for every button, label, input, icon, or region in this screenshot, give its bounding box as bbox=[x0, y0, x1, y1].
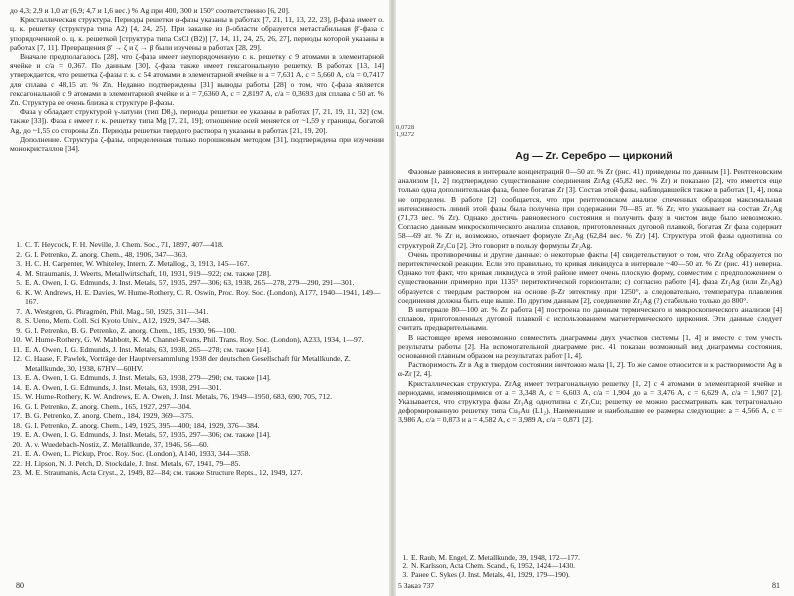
reference-number: 17. bbox=[12, 411, 22, 420]
reference-item bbox=[8, 335, 386, 345]
page-number-right: 81 bbox=[772, 581, 780, 590]
reference-number: 6. bbox=[16, 287, 22, 297]
reference-text: W. Hume-Rothery, K. W. Andrews, E. A. Owen, J. Inst. Metals, 76, 1949—1950, 683, 690, 705, 712. bbox=[25, 392, 332, 401]
reference-text: G. I. Petrenko, Z. anorg. Chem., 149, 1925, 395—400; 184, 1929, 376—384. bbox=[25, 420, 260, 430]
reference-item bbox=[8, 468, 386, 478]
reference-item bbox=[8, 402, 386, 412]
section-title: Ag — Zr. Серебро — цирконий bbox=[515, 150, 673, 162]
reference-text: E. A. Owen, I. G. Edmunds, J. Inst. Metals, 63, 1938, 291—301. bbox=[25, 382, 222, 392]
page-number-left: 80 bbox=[16, 581, 24, 590]
reference-text: K. W. Andrews, H. E. Davies, W. Hume-Rothery, C. R. Oswin, Proc. Roy. Soc. (London), A177, 1940—1941, 149—167. bbox=[25, 287, 381, 306]
paragraph: Фазовые равновесия в интервале концентраций 0—50 ат. % Zr (рис. 41) приведены по данным [1]. Рентгеновским анализом [1, 2] подтверждено существование соединения ZrAg (45,82 вес. % Zr) и показано [2], что имеется еще только одна дополнительная фаза, более богатая Zr [3]. Состав этой фазы, наблюдавшейся также в работах [1, 4], пока не определен. В работе [2] сообщается, что при рентгеновском анализе спеченных образцов максимальная интенсивность линий этой фазы была получена при содержании 70—85 ат. % Zr, что указывает на состав Zr₃Ag (71,73 вес. % Zr). Однако достичь равновесного состояния и получить фазу в чистом виде было невозможно. Согласно данным микроскопического анализа сплавов, приготовленных дуговой плавкой, богатая Zr фаза содержит 58—69 ат. % Zr и, возможно, отвечает формуле Zr₂Ag (62,84 вес. % Zr) [4]. Структура этой фазы однотипна со структурой Zr₂Cu [2]. Это говорит в пользу формулы Zr₂Ag. bbox=[398, 167, 782, 250]
reference-number: 11. bbox=[12, 344, 22, 354]
reference-item bbox=[8, 240, 386, 250]
paragraph: Дополнение. Структура ζ-фазы, определенная только порошковым методом [31], подтверждена при изучении монокристаллов [34]. bbox=[10, 134, 384, 154]
reference-item bbox=[8, 278, 386, 288]
reference-text: B. G. Petrenko, Z. anorg. Chem., 184, 1929, 369—375. bbox=[25, 411, 194, 420]
reference-number: 19. bbox=[12, 430, 22, 439]
reference-item bbox=[8, 411, 386, 421]
reference-text: G. I. Petrenko, B. G. Petrenko, Z. anorg. Chem., 185, 1930, 96—100. bbox=[25, 325, 237, 335]
reference-text: C. T. Heycock, F. H. Neville, J. Chem. Soc., 71, 1897, 407—418. bbox=[25, 240, 224, 249]
reference-number: 7. bbox=[16, 306, 22, 316]
reference-item bbox=[8, 392, 386, 402]
reference-text: Ранее C. Sykes (J. Inst. Metals, 41, 1929, 179—190). bbox=[411, 569, 570, 579]
paragraph: Фаза γ обладает структурой γ-латуни (тип D8₂), периоды решетки ее указаны в работах [7, 21, 19, 11, 32] (см. также [33]). Фаза ε имеет г. к. решетку типа Mg [7, 21, 19]; отношение осей меняется от ~1,59 у границы, богатой Ag, до ~1,55 со стороны Zn. Периоды решетки твердого раствора η указаны в работах [21, 19, 20]. bbox=[10, 107, 384, 135]
reference-text: G. I. Petrenko, Z. anorg. Chem., 165, 1927, 297—304. bbox=[25, 401, 192, 411]
reference-item bbox=[8, 449, 386, 459]
paragraph: Растворимость Zr в Ag в твердом состоянии ничтожно мала [1, 2]. То же самое относится и к растворимости Ag в α-Zr [2, 4]. bbox=[398, 360, 782, 379]
reference-text: M. Straumanis, J. Weerts, Metallwirtschaft, 10, 1931, 919—922; см. также [28]. bbox=[25, 268, 271, 278]
reference-number: 4. bbox=[16, 268, 22, 278]
reference-number: 21. bbox=[12, 449, 22, 458]
reference-text: H. Lipson, N. J. Petch, D. Stockdale, J. Inst. Metals, 67, 1941, 79—85. bbox=[25, 458, 241, 468]
reference-number: 3. bbox=[16, 259, 22, 268]
reference-number: 1. bbox=[16, 240, 22, 249]
reference-number: 18. bbox=[12, 420, 22, 430]
reference-number: 5. bbox=[16, 278, 22, 287]
reference-item bbox=[8, 430, 386, 440]
reference-item bbox=[8, 326, 386, 336]
margin-note-line: 0,0728 bbox=[396, 124, 415, 131]
reference-item bbox=[8, 307, 386, 317]
reference-item bbox=[8, 288, 386, 307]
footer-note: 5 Заказ 737 bbox=[398, 581, 435, 590]
reference-text: E. A. Owen, I. G. Edmunds, J. Inst. Metals, 57, 1935, 297—306; см. также [14]. bbox=[25, 430, 271, 439]
reference-item bbox=[8, 440, 386, 450]
paragraph: В настоящее время невозможно совместить диаграммы двух участков системы [1, 4] и вместе с тем учесть результаты работы [2]. На вспомогательной диаграмме рис. 41 показан возможный вид диаграммы состояния, основанной главным образом на результатах работ [1, 4]. bbox=[398, 332, 782, 361]
left-page bbox=[0, 0, 392, 596]
paragraph: Кристаллическая структура. ZrAg имеет тетрагональную решетку [1, 2] с 4 атомами в элементарной ячейке и периодами, изменяющимися от a = 3,348 A, c = 6,603 A, c/a = 1,904 до a = 3,476 A, c = 6,629 A, c/a = 1,907 [2]. Указывается, что структура фазы Zr₃Ag однотипна с Zr₃Cu; решетку ее можно рассматривать как тетрагонально деформированную решетку типа Cu₃Au (L1₂). Наименьшие и наибольшие ее размеры следующие: a = 4,566 A, c = 3,986 A, c/a = 0,873 и a = 4,582 A, c = 3,989 A, c/a = 0,871 [2]. bbox=[398, 378, 782, 425]
reference-text: W. Hume-Rothery, G. W. Mabbott, K. M. Channel-Evans, Phil. Trans. Roy. Soc. (London), A233, 1934, 1—97. bbox=[25, 335, 364, 344]
reference-item bbox=[8, 373, 386, 383]
reference-text: M. E. Straumanis, Acta Cryst., 2, 1949, 82—84; см. также Structure Repts., 12, 1949, 127. bbox=[25, 468, 303, 477]
reference-text: S. Ueno, Mem. Coll. Sci Kyoto Univ., A12, 1929, 347—348. bbox=[25, 316, 211, 325]
reference-item bbox=[8, 459, 386, 469]
paragraph: В интервале 80—100 ат. % Zr работа [4] построена по данным термического и микроскопического анализов [4] сплавов, приготовленных дуговой плавкой с использованием магнетермического циркония. Эти данные следует считать предварительными. bbox=[398, 305, 782, 333]
reference-number: 13. bbox=[12, 373, 22, 382]
left-body-text bbox=[10, 6, 384, 153]
paragraph: Кристаллическая структура. Периоды решетки α-фазы указаны в работах [7, 21, 11, 13, 22, 23], β-фаза имеет о. ц. к. решетку (структура типа A2) [4, 24, 25]. При закалке из β-области образуется метастабильная β′-фаза с упорядоченной о. ц. к. решеткой [структура типа CsCl (B2)] [7, 14, 11, 24, 25, 26, 27], периоды которой указаны в работах [7, 11]. Превращения β′ → ζ и ζ → β были изучены в работах [28, 29]. bbox=[10, 15, 384, 52]
reference-number: 22. bbox=[12, 458, 22, 468]
reference-number: 1. bbox=[402, 553, 408, 562]
reference-item bbox=[8, 421, 386, 431]
paragraph: Вначале предполагалось [28], что ζ-фаза имеет неупорядоченную г. к. решетку с 9 атомами в элементарной ячейке и c/a = 0,367. По данным [30], ζ-фаза также имеет гексагональную решетку. В работах [13, 14] утверждается, что решетка ζ-фазы г. к. с 54 атомами в элементарной ячейке и a = 7,631 A, c = 5,660 A, c/a = 0,7417 для сплава с 48,15 ат. % Zn. Недавно подтверждены [31] выводы работы [28] о том, что ζ-фаза является гексагональной с 9 атомами в элементарной ячейке и a = 7,6360 A, c = 2,8197 A, c/a = 0,3693 для сплава с 50 ат. % Zn. Структура ее очень близка к структуре β-фазы. bbox=[10, 52, 384, 108]
reference-number: 15. bbox=[12, 392, 22, 401]
reference-number: 3. bbox=[402, 569, 408, 579]
reference-number: 14. bbox=[12, 382, 22, 392]
reference-number: 12. bbox=[12, 354, 22, 363]
margin-note bbox=[396, 124, 414, 139]
reference-text: E. Raub, M. Engel, Z. Metallkunde, 39, 1948, 172—177. bbox=[411, 553, 580, 562]
right-body-text bbox=[398, 167, 782, 425]
reference-number: 8. bbox=[16, 316, 22, 325]
reference-item bbox=[8, 354, 386, 373]
reference-item bbox=[8, 269, 386, 279]
reference-text: E. A. Owen, I. G. Edmunds, J. Inst. Metals, 57, 1935, 297—306; 63, 1938, 265—278, 279—290, 291—301. bbox=[25, 278, 355, 287]
reference-item bbox=[8, 316, 386, 326]
reference-number: 20. bbox=[12, 439, 22, 449]
paragraph: Очень противоречивы и другие данные: о некоторые факты [4] свидетельствуют о том, что ZrAg образуется по перитектической реакции. Если это правильно, то кривая ликвидуса в интервале ~40—50 ат. % Zr (рис. 41) неверна. Однако тот факт, что кривая ликвидуса в этой районе имеет очень плоскую форму, совместим с предположением о существовании примерно при 1135° перитектической горизонтали; с) согласно работе [4], фаза Zr₂Ag (или Zr₃Ag) образуется с твердым раствором на основе β-Zr эвтектику при 1250°, а следовательно, температура плавления соединения должна быть еще выше. По другим данным [2], соединение Zr₂Ag (?) стабильно только до 800°. bbox=[398, 249, 782, 305]
reference-text: E. A. Owen, L. Pickup, Proc. Roy. Soc. (London), A140, 1933, 344—358. bbox=[25, 449, 251, 458]
reference-number: 16. bbox=[12, 401, 22, 411]
reference-text: E. A. Owen, I. G. Edmunds, J. Inst. Metals, 63, 1938, 279—290; см. также [14]. bbox=[25, 373, 271, 382]
reference-item bbox=[8, 259, 386, 269]
right-bottom-reference-list bbox=[394, 554, 778, 579]
reference-item bbox=[8, 345, 386, 355]
reference-item bbox=[394, 571, 778, 579]
reference-text: H. C. H. Carpenter, W. Whiteley, Intern. Z. Metallog., 3, 1913, 145—167. bbox=[25, 259, 250, 268]
reference-text: N. Karlsson, Acta Chem. Scand., 6, 1952, 1424—1430. bbox=[411, 561, 576, 571]
reference-text: C. Haase, F. Pawlek, Vorträge der Hauptversammlung 1938 der deutschen Gesellschaft für Metallkunde, Z. Metallkunde, 30, 1938, 67HV—60HV. bbox=[25, 354, 351, 373]
reference-item bbox=[8, 250, 386, 260]
reference-text: E. A. Owen, I. G. Edmunds, J. Inst. Metals, 63, 1938, 265—278; см. также [14]. bbox=[25, 344, 271, 354]
reference-number: 9. bbox=[16, 325, 22, 335]
reference-number: 10. bbox=[12, 335, 22, 344]
paragraph: до 4,3; 2,9 и 1,0 ат (6,9; 4,7 и 1,6 вес.) % Ag при 400, 300 и 150° соответственно [6, 20]. bbox=[10, 6, 290, 15]
reference-number: 2. bbox=[16, 249, 22, 259]
reference-text: A. Westgren, G. Phragmén, Phil. Mag., 50, 1925, 311—341. bbox=[25, 306, 209, 316]
reference-text: G. I. Petrenko, Z. anorg. Chem., 48, 1906, 347—363. bbox=[25, 249, 188, 259]
right-page bbox=[394, 0, 794, 596]
reference-number: 23. bbox=[12, 468, 22, 477]
margin-note-line: 1,9272 bbox=[396, 131, 415, 139]
reference-item bbox=[8, 383, 386, 393]
reference-text: A. v. Wuedebach-Nostiz, Z. Metallkunde, 37, 1946, 56—60. bbox=[25, 439, 209, 449]
left-reference-list bbox=[8, 240, 386, 478]
reference-number: 2. bbox=[402, 561, 408, 571]
